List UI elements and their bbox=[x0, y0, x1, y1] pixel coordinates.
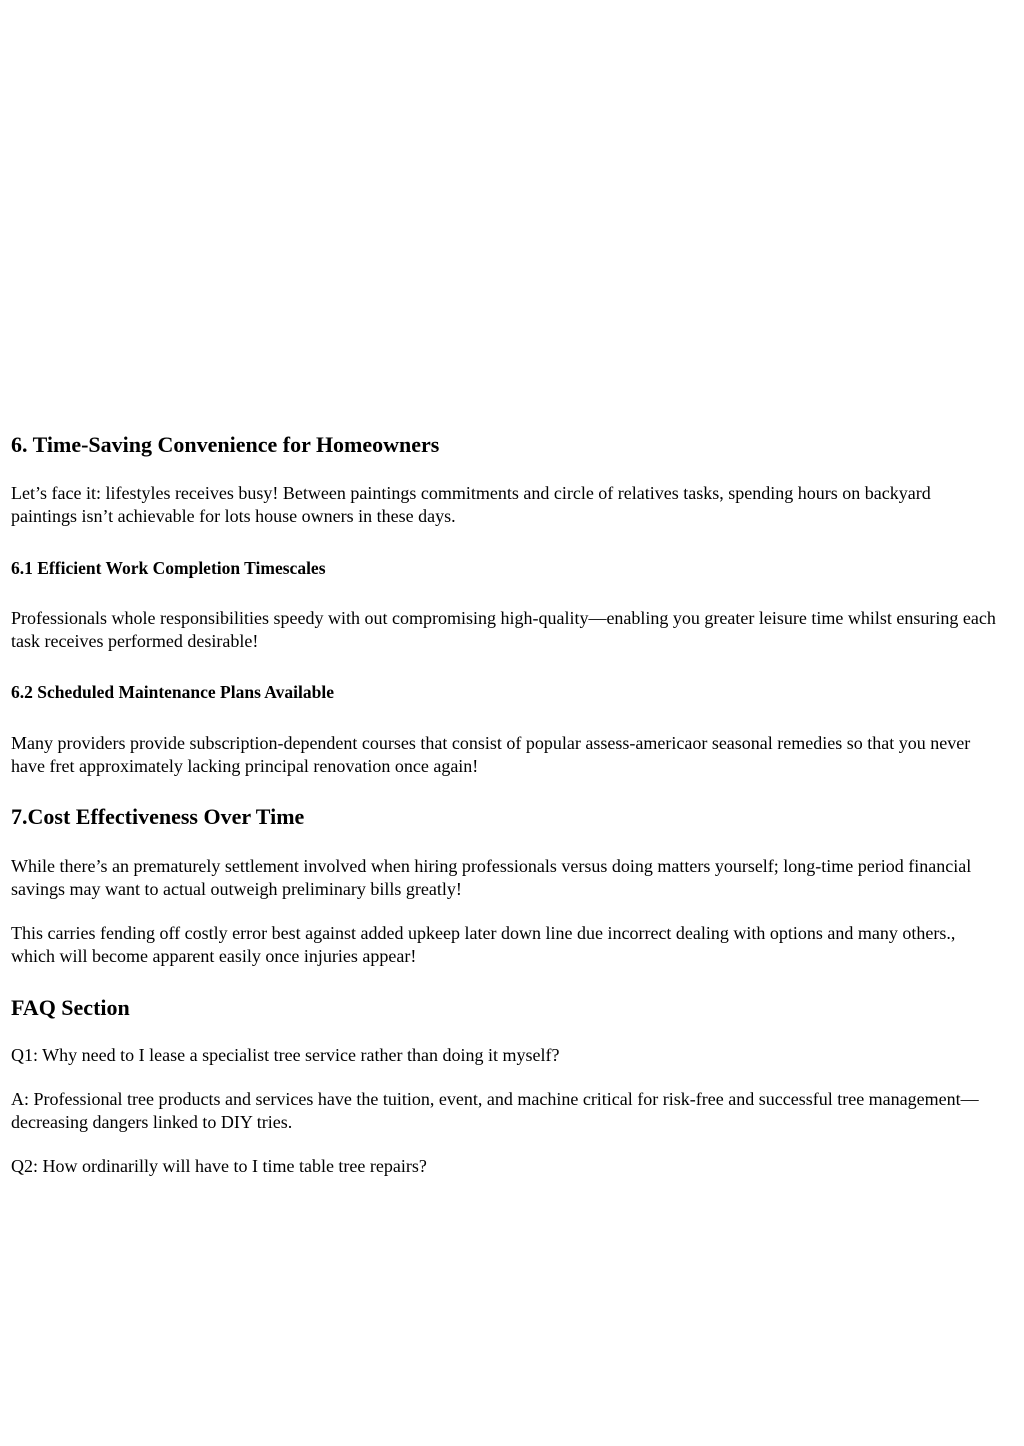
faq-answer-1: A: Professional tree products and services have the tuition, event, and machine critical for risk-free and successful tree management—decreasing dangers linked to DIY tries. bbox=[11, 1089, 979, 1132]
section-6-2-heading: 6.2 Scheduled Maintenance Plans Available bbox=[11, 682, 334, 702]
section-6-heading: 6. Time-Saving Convenience for Homeowners bbox=[11, 432, 440, 457]
section-6-1-heading: 6.1 Efficient Work Completion Timescales bbox=[11, 558, 326, 578]
section-6-1-paragraph: Professionals whole responsibilities speedy with out compromising high-quality—enabling you greater leisure time whilst ensuring each task receives performed desirable! bbox=[11, 608, 996, 651]
faq-heading: FAQ Section bbox=[11, 995, 130, 1020]
section-7-paragraph-2: This carries fending off costly error best against added upkeep later down line due incorrect dealing with options and many others., which will become apparent easily once injuries appear! bbox=[11, 923, 956, 966]
faq-question-2: Q2: How ordinarilly will have to I time table tree repairs? bbox=[11, 1156, 427, 1176]
section-7-heading: 7.Cost Effectiveness Over Time bbox=[11, 804, 305, 829]
section-7-paragraph-1: While there’s an prematurely settlement involved when hiring professionals versus doing matters yourself; long-time period financial savings may want to actual outweigh preliminary bills greatly! bbox=[11, 856, 972, 899]
section-6-2-paragraph: Many providers provide subscription-dependent courses that consist of popular assess-americaor seasonal remedies so that you never have fret approximately lacking principal renovation once again! bbox=[11, 733, 971, 776]
faq-question-1: Q1: Why need to I lease a specialist tree service rather than doing it myself? bbox=[11, 1045, 560, 1065]
section-6-paragraph: Let’s face it: lifestyles receives busy! Between paintings commitments and circle of relatives tasks, spending hours on backyard paintings isn’t achievable for lots house owners in these days. bbox=[11, 483, 931, 526]
